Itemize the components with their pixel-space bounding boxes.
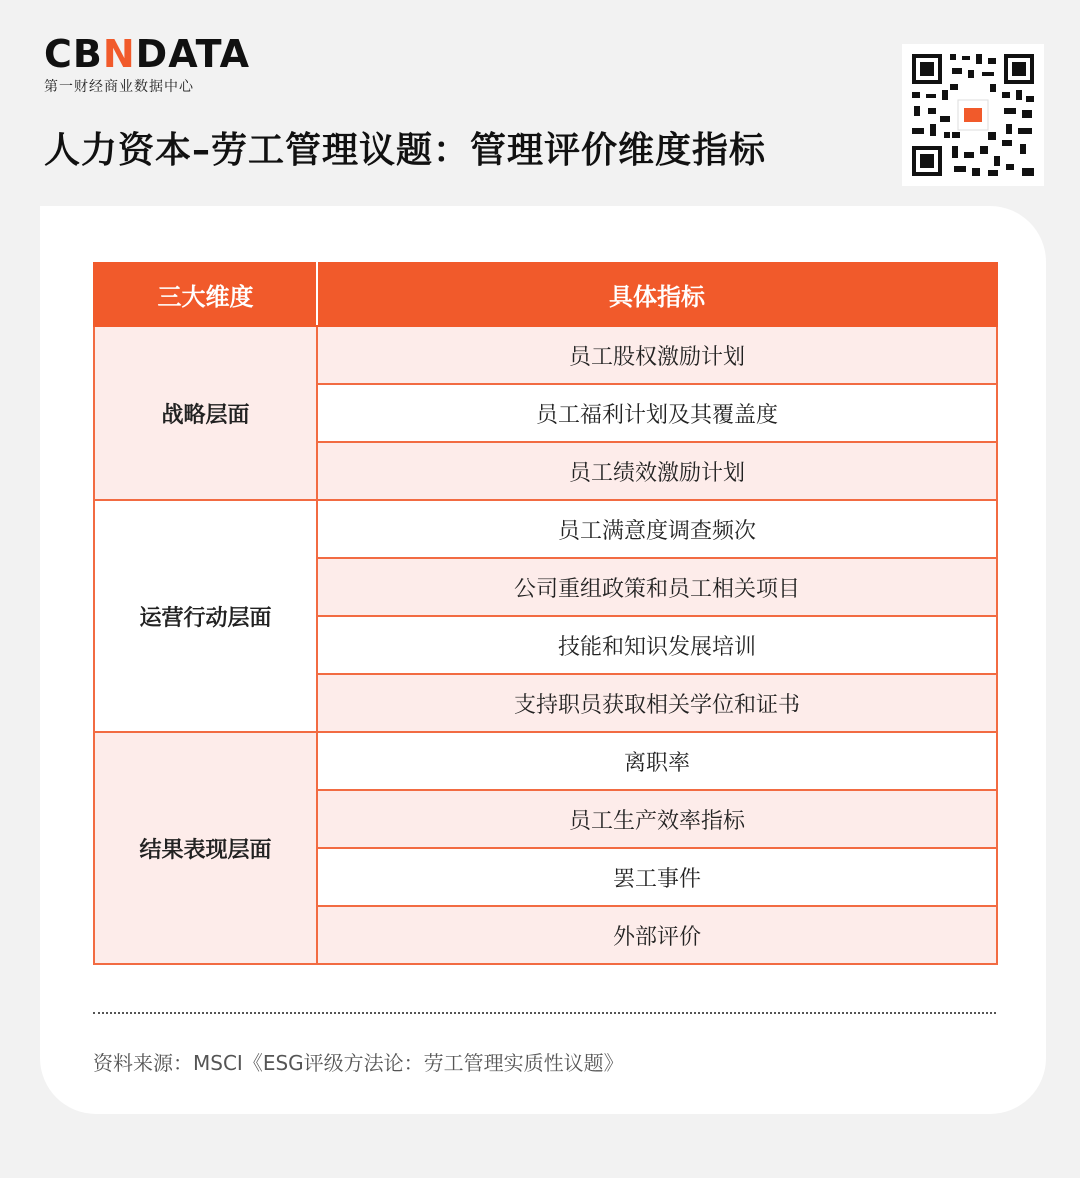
metrics-table: [93, 262, 998, 965]
indicator-cell: 员工绩效激励计划: [317, 442, 997, 500]
indicator-cell: 员工满意度调查频次: [317, 500, 997, 558]
indicator-cell: 支持职员获取相关学位和证书: [317, 674, 997, 732]
indicator-cell: 外部评价: [317, 906, 997, 964]
indicator-cell: 离职率: [317, 732, 997, 790]
dimension-cell: 结果表现层面: [94, 732, 317, 964]
indicator-cell: 公司重组政策和员工相关项目: [317, 558, 997, 616]
header-indicators: 具体指标: [317, 263, 997, 326]
indicator-cell: 员工生产效率指标: [317, 790, 997, 848]
table-header-row: [94, 263, 997, 326]
header-dimension: 三大维度: [94, 263, 317, 326]
dimension-cell: 运营行动层面: [94, 500, 317, 732]
table-row: [94, 326, 997, 384]
source-note: 资料来源：MSCI《ESG评级方法论：劳工管理实质性议题》: [93, 1051, 624, 1075]
logo-part-cb: CB: [44, 32, 103, 76]
page-title: 人力资本–劳工管理议题：管理评价维度指标: [44, 130, 767, 171]
indicator-cell: 员工股权激励计划: [317, 326, 997, 384]
indicator-cell: 技能和知识发展培训: [317, 616, 997, 674]
indicator-cell: 员工福利计划及其覆盖度: [317, 384, 997, 442]
brand-logo: [44, 34, 250, 96]
logo-part-n: N: [102, 32, 136, 76]
dotted-divider: [93, 1012, 996, 1014]
logo-wordmark: [44, 34, 250, 74]
indicator-cell: 罢工事件: [317, 848, 997, 906]
qr-code-icon: [902, 44, 1044, 186]
logo-tagline: 第一财经商业数据中心: [44, 79, 194, 95]
table-row: [94, 500, 997, 558]
dimension-cell: 战略层面: [94, 326, 317, 500]
table-row: [94, 732, 997, 790]
logo-part-data: DATA: [135, 32, 251, 76]
